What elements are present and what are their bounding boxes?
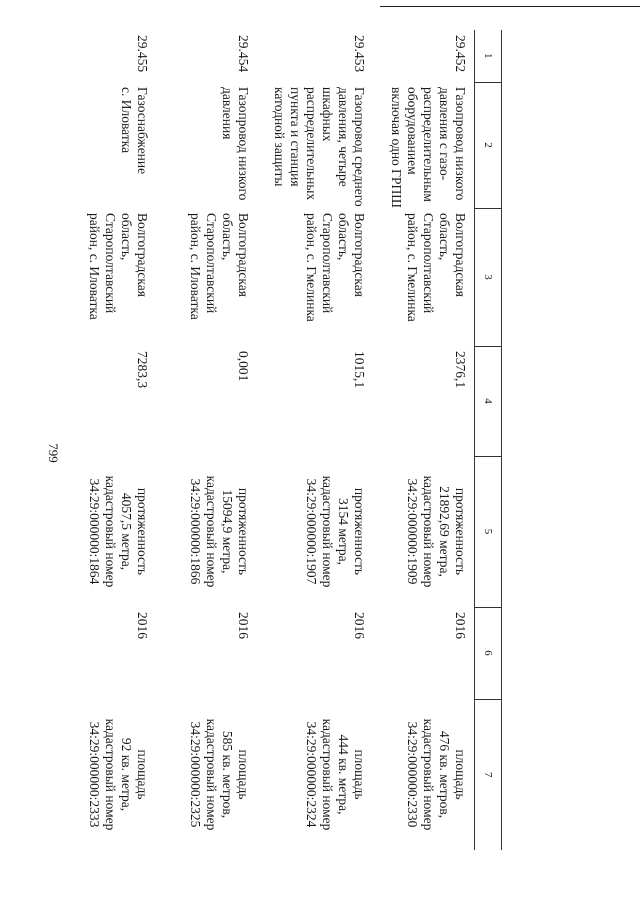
year-cell: 2016 [236,612,251,639]
area-line: 476 кв. метров, [437,730,452,819]
area-cell [373,699,475,850]
characteristics-line: 34:29:000000:1866 [188,478,203,585]
object-name-line: катодной защиты [272,87,287,187]
rotated-table-canvas [87,30,502,850]
object-name-line: Газопровод низкого [236,87,251,201]
location-line: район, с. Иловатка [188,213,203,320]
location-cell [257,208,373,346]
area-cell [156,699,257,850]
location-line: Старополтавский [421,213,436,314]
area-line: кадастровый номер [103,718,118,831]
object-name-line: Газопровод среднего [352,87,367,207]
characteristics-line: 34:29:000000:1907 [304,478,319,585]
area-line: кадастровый номер [421,718,436,831]
location-cell [373,208,475,346]
header-cell: 3 [475,208,502,346]
area-line: площадь [352,749,367,800]
location-line: Волгоградская [352,213,367,297]
location-line: Волгоградская [453,213,468,297]
object-name-line: распределительным [421,87,436,202]
location-line: область, [119,213,134,261]
value-cell: 7283,3 [135,351,150,389]
location-line: Старополтавский [320,213,335,314]
area-line: площадь [135,749,150,800]
area-cell [55,699,156,850]
characteristics-cell [55,456,156,607]
characteristics-line: кадастровый номер [421,475,436,588]
header-cell: 5 [475,456,502,607]
characteristics-line: протяженность [453,487,468,576]
object-name-line: с. Иловатка [119,87,134,154]
row-number-cell: 29.455 [135,35,150,73]
characteristics-cell [257,456,373,607]
area-cell [257,699,373,850]
header-cell: 2 [475,82,502,208]
characteristics-cell [373,456,475,607]
location-line: Старополтавский [103,213,118,314]
table-row [156,30,257,850]
object-name-cell [257,82,373,208]
location-cell [55,208,156,346]
location-line: район, с. Гмелинка [405,213,420,322]
object-name-line: распределительных [304,87,319,201]
location-line: Старополтавский [204,213,219,314]
year-cell: 2016 [352,612,367,639]
row-number-cell: 29.452 [453,35,468,73]
characteristics-line: 21892,69 метра, [437,486,452,577]
area-line: 34:29:000000:2330 [405,721,420,828]
characteristics-line: протяженность [352,487,367,576]
characteristics-line: 34:29:000000:1864 [87,478,102,585]
table-row [257,30,373,850]
value-cell: 0,001 [236,351,251,382]
header-row [475,30,502,850]
location-line: район, с. Иловатка [87,213,102,320]
characteristics-line: кадастровый номер [204,475,219,588]
location-cell [156,208,257,346]
header-cell: 6 [475,607,502,699]
characteristics-line: протяженность [135,487,150,576]
object-name-line: шкафных [320,87,335,142]
top-rule [380,6,640,7]
area-line: 34:29:000000:2325 [188,721,203,828]
area-line: кадастровый номер [320,718,335,831]
header-cell: 4 [475,346,502,456]
table-row [55,30,156,850]
row-number-cell: 29.454 [236,35,251,73]
area-line: 444 кв. метра, [336,734,351,815]
year-cell: 2016 [135,612,150,639]
location-line: Волгоградская [135,213,150,297]
area-line: площадь [453,749,468,800]
object-name-line: Газоснабжение [135,87,150,175]
characteristics-line: протяженность [236,487,251,576]
value-cell: 2376,1 [453,351,468,389]
header-cell: 7 [475,699,502,850]
characteristics-line: 34:29:000000:1909 [405,478,420,585]
area-line: 585 кв. метров, [220,730,235,819]
area-line: кадастровый номер [204,718,219,831]
object-name-line: давления, четыре [336,87,351,187]
location-line: область, [336,213,351,261]
rotated-table-wrapper [87,30,502,850]
object-name-line: пункта и станция [288,87,303,187]
row-number-cell: 29.453 [352,35,367,73]
header-cell: 1 [475,30,502,82]
characteristics-line: 15094,9 метра, [220,489,235,574]
area-line: площадь [236,749,251,800]
object-name-cell [156,82,257,208]
property-table [55,30,502,850]
area-line: 92 кв. метра, [119,737,134,812]
object-name-line: Газопровод низкого [453,87,468,201]
page-number: 799 [46,443,61,463]
location-line: район, с. Гмелинка [304,213,319,322]
object-name-cell [55,82,156,208]
location-line: Волгоградская [236,213,251,297]
characteristics-line: 4057,5 метра, [119,492,134,571]
value-cell: 1015,1 [352,351,367,389]
year-cell: 2016 [453,612,468,639]
table-row [373,30,475,850]
location-line: область, [437,213,452,261]
object-name-line: давления с газо- [437,87,452,181]
characteristics-line: кадастровый номер [103,475,118,588]
characteristics-line: 3154 метра, [336,497,351,566]
object-name-line: оборудованием [405,87,420,175]
object-name-line: давления [220,87,235,140]
area-line: 34:29:000000:2333 [87,721,102,828]
area-line: 34:29:000000:2324 [304,721,319,828]
object-name-cell [373,82,475,208]
characteristics-line: кадастровый номер [320,475,335,588]
location-line: область, [220,213,235,261]
characteristics-cell [156,456,257,607]
object-name-line: включая одно ГРПШ [389,87,404,208]
